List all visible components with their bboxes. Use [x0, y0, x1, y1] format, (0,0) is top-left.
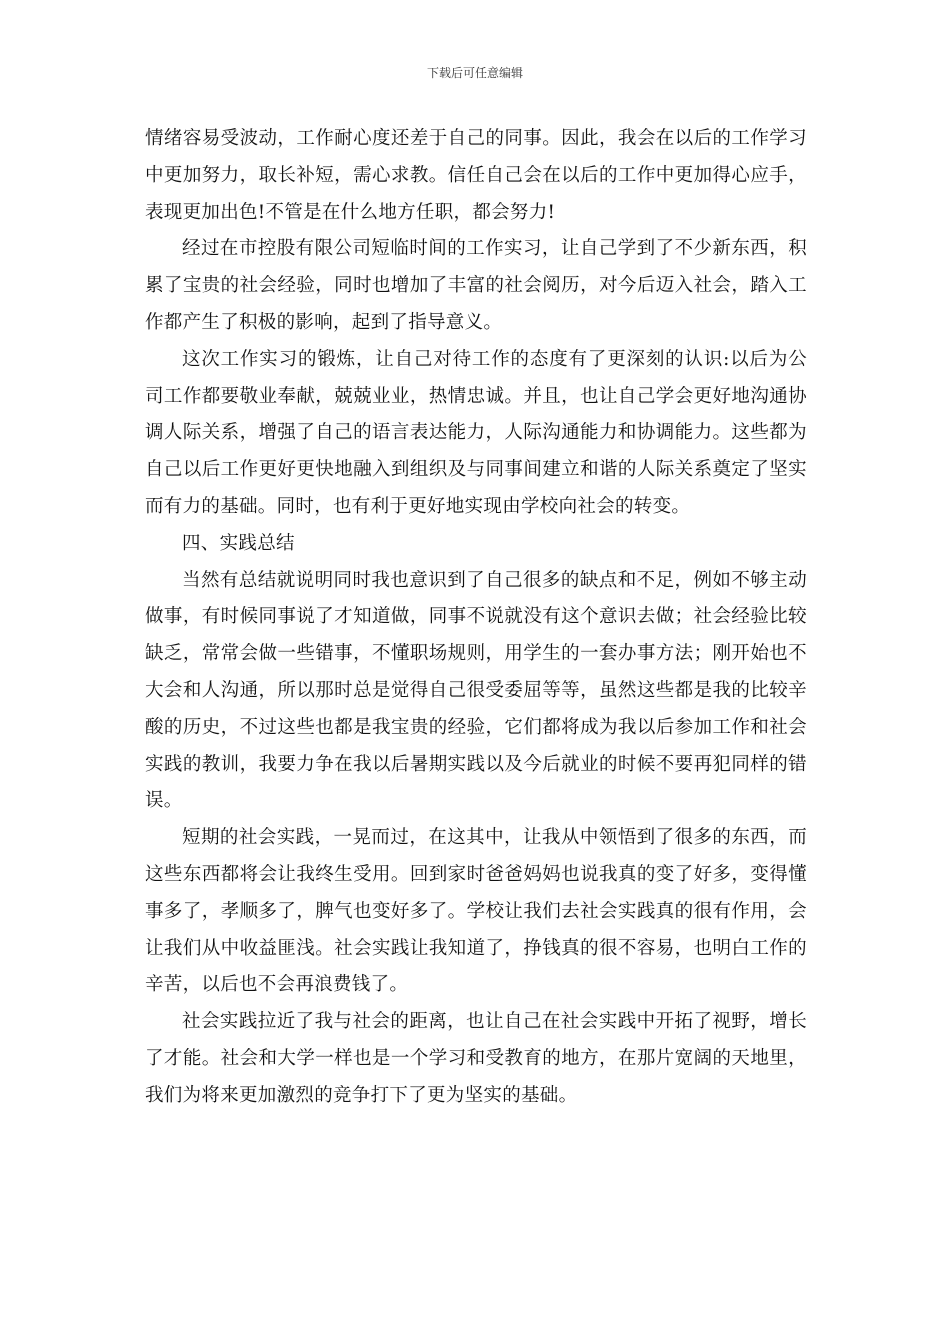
document-body [145, 121, 807, 1115]
paragraph-internship-gains: 经过在市控股有限公司短临时间的工作实习，让自己学到了不少新东西，积累了宝贵的社会经验，同时也增加了丰富的社会阅历，对今后迈入社会，踏入工作都产生了积极的影响，起到了指导意义。 [145, 238, 807, 333]
paragraph-continuation: 情绪容易受波动，工作耐心度还差于自己的同事。因此，我会在以后的工作学习中更加努力，取长补短，需心求教。信任自己会在以后的工作中更加得心应手，表现更加出色!不管是在什么地方任职，都会努力! [145, 128, 807, 223]
paragraph-shortcomings: 当然有总结就说明同时我也意识到了自己很多的缺点和不足，例如不够主动做事，有时候同事说了才知道做，同事不说就没有这个意识去做；社会经验比较缺乏，常常会做一些错事，不懂职场规则，用学生的一套办事方法；刚开始也不大会和人沟通，所以那时总是觉得自己很受委屈等等，虽然这些都是我的比较辛酸的历史，不过这些也都是我宝贵的经验，它们都将成为我以后参加工作和社会实践的教训，我要力争在我以后暑期实践以及今后就业的时候不要再犯同样的错误。 [145, 569, 807, 812]
paragraph-short-practice: 短期的社会实践，一晃而过，在这其中，让我从中领悟到了很多的东西，而这些东西都将会让我终生受用。回到家时爸爸妈妈也说我真的变了好多，变得懂事多了，孝顺多了，脾气也变好多了。学校让我们去社会实践真的很有作用，会让我们从中收益匪浅。社会实践让我知道了，挣钱真的很不容易，也明白工作的辛苦，以后也不会再浪费钱了。 [145, 827, 807, 996]
page-header: 下载后可任意编辑 [426, 66, 523, 80]
paragraph-work-attitude: 这次工作实习的锻炼，让自己对待工作的态度有了更深刻的认识:以后为公司工作都要敬业奉献，兢兢业业，热情忠诚。并且，也让自己学会更好地沟通协调人际关系，增强了自己的语言表达能力，人际沟通能力和协调能力。这些都为自己以后工作更好更快地融入到组织及与同事间建立和谐的人际关系奠定了坚实而有力的基础。同时，也有利于更好地实现由学校向社会的转变。 [145, 348, 807, 517]
paragraph-conclusion: 社会实践拉近了我与社会的距离，也让自己在社会实践中开拓了视野，增长了才能。社会和大学一样也是一个学习和受教育的地方，在那片宽阔的天地里，我们为将来更加激烈的竞争打下了更为坚实的基础。 [145, 1011, 807, 1106]
section-heading-practice-summary: 四、实践总结 [182, 532, 295, 554]
